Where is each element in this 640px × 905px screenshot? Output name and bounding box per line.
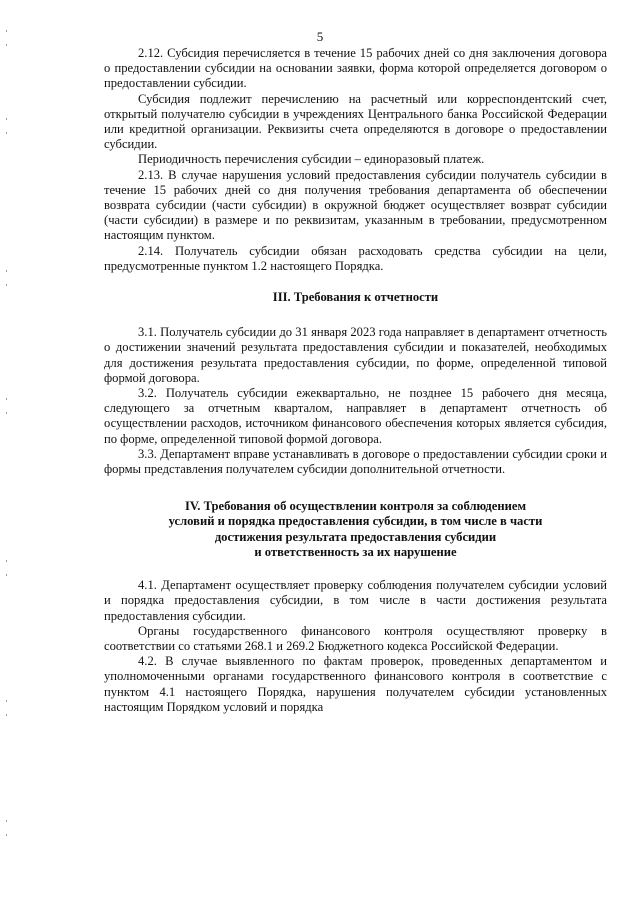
paragraph-4-1: 4.1. Департамент осуществляет проверку соблюдения получателем субсидии условий и порядка предоставления субсидии, в том числе в части достижения результата предоставления субсидии. xyxy=(104,578,607,623)
section-4-heading-line: и ответственность за их нарушение xyxy=(254,544,457,559)
paragraph-3-1: 3.1. Получатель субсидии до 31 января 2023 года направляет в департамент отчетность о достижении значений результата предоставления субсидии и показателей, необходимых для достижения результата предоставления субсидии, по форме, определенной типовой формой договора. xyxy=(104,325,607,385)
section-4-heading-line: достижения результата предоставления субсидии xyxy=(214,529,497,544)
paragraph-2-13: 2.13. В случае нарушения условий предоставления субсидии получатель субсидии в течение 15 рабочих дней со дня получения требования департамента об обеспечении возврата субсидии (части субсидии) в окружной бюджет осуществляет возврат субсидии (части субсидии) в размере и по реквизитам, указанным в требовании, предусмотренном настоящим пунктом. xyxy=(104,167,607,243)
paragraph-4-2: 4.2. В случае выявленного по фактам проверок, проведенных департаментом и уполномоченными органами государственного финансового контроля в соответствие с пунктом 4.1 настоящего Порядка, нарушения получателем субсидии установленных настоящим Порядком условий и порядка xyxy=(104,654,607,714)
left-margin-scan-marks xyxy=(6,0,10,905)
paragraph-2-12: 2.12. Субсидия перечисляется в течение 15 рабочих дней со дня заключения договора о предоставлении субсидии на основании заявки, форма которой определяется договором о предоставлении субсидии. xyxy=(104,46,607,91)
section-3-heading: III. Требования к отчетности xyxy=(272,290,439,305)
paragraph-control-bodies: Органы государственного финансового контроля осуществляют проверку в соответствии со статьями 268.1 и 269.2 Бюджетного кодекса Российской Федерации. xyxy=(104,623,607,653)
section-4-heading xyxy=(104,499,607,560)
paragraph-periodicity: Периодичность перечисления субсидии – единоразовый платеж. xyxy=(138,152,485,167)
section-4-heading-line: IV. Требования об осуществлении контроля за соблюдением xyxy=(184,499,527,514)
document-body xyxy=(104,46,607,715)
paragraph-3-3: 3.3. Департамент вправе устанавливать в договоре о предоставлении субсидии сроки и формы представления получателем субсидии дополнительной отчетности. xyxy=(104,446,607,477)
section-4-heading-line: условий и порядка предоставления субсидии, в том числе в части xyxy=(168,514,543,529)
paragraph-2-14: 2.14. Получатель субсидии обязан расходовать средства субсидии на цели, предусмотренные пунктом 1.2 настоящего Порядка. xyxy=(104,243,607,273)
paragraph-account: Субсидия подлежит перечислению на расчетный или корреспондентский счет, открытый получателю субсидии в учреждениях Центрального банка Российской Федерации или кредитной организации. Реквизиты счета определяются в договоре о предоставлении субсидии. xyxy=(104,91,607,152)
paragraph-3-2: 3.2. Получатель субсидии ежеквартально, не позднее 15 рабочего дня месяца, следующего за отчетным кварталом, направляет в департамент отчетность об осуществлении расходов, источником финансового обеспечения которых является субсидия, по форме, определенной типовой формой договора. xyxy=(104,386,607,446)
page-number: 5 xyxy=(316,29,324,44)
